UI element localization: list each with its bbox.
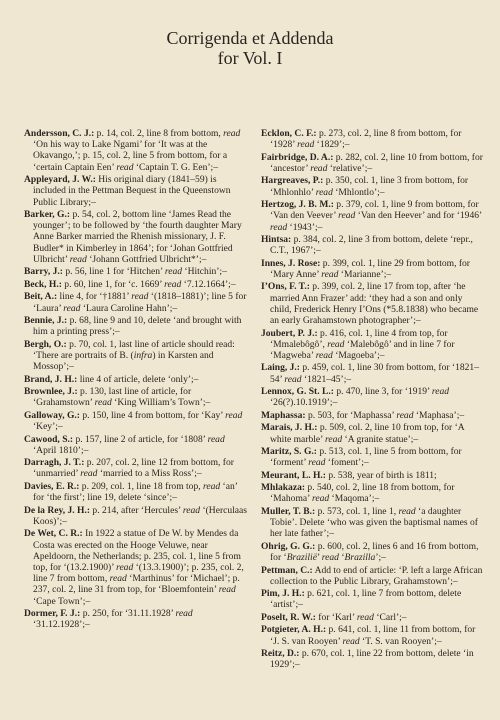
entry-text: In 1922 a statue of De W. by Mendes da Costa was erected on the Hooge Veluwe, near Apeldoorn, the Netherlands; p. 235, col. 1, line 5 from top, for ‘(13.2.1900)’ [33, 528, 241, 573]
entry [261, 152, 486, 174]
entry-italic: read [109, 573, 127, 585]
entry-heading: Maphassa: [261, 409, 306, 421]
entry-heading: Beck, H.: [24, 278, 62, 290]
entry-heading: Potgieter, A. H.: [261, 624, 327, 636]
entry-text: ‘Cape Town’;– [33, 595, 91, 607]
entry-heading: Marais, J. H.: [261, 422, 318, 434]
entry [261, 328, 486, 362]
entry-heading: Andersson, C. J.: [24, 128, 95, 139]
entry-text: Add to end of article: ‘P. left a large African collection to the Public Library, Grahamstown’;– [270, 564, 483, 587]
entry-text: p. 621, col. 1, line 7 from bottom, delete ‘artist’;– [270, 588, 462, 611]
entry-italic: read [315, 186, 333, 198]
entry-text: ‘26(?).10.1919’;– [270, 397, 338, 409]
entry-text: p. 538, year of birth is 1811; [325, 469, 437, 481]
entry-text: p. 60, line 1, for ‘c. 1669’ [61, 278, 165, 290]
entry-heading: Mhlakaza: [261, 482, 306, 494]
entry-heading: Laing, J.: [261, 362, 300, 374]
entry-italic: read [69, 253, 87, 265]
entry [261, 199, 486, 233]
entry-text: p. 503, for ‘Maphassa’ [305, 409, 397, 421]
entry-text: ‘7.12.1664’;– [181, 278, 236, 290]
entry-italic: read [396, 409, 414, 421]
entry-heading: Ohrig, G. G.: [261, 540, 316, 552]
entry-text: p. 540, col. 2, line 18 from bottom, for ‘Mahoma’ [270, 482, 455, 505]
entry-text: ‘1821–45’;– [301, 373, 352, 385]
entry [261, 506, 486, 540]
entry-text: ‘On his way to Lake Ngami’ for ‘It was at the Okavango,’; p. 15, col. 2, line 5 from bottom, for a ‘certain Captain Een’ [33, 139, 228, 173]
entry-text: ’;– [375, 552, 386, 564]
entry-italic: read [164, 278, 182, 290]
entry-text: p. 573, col. 1, line 1, [315, 505, 399, 517]
entry-heading: Fairbridge, D. A.: [261, 151, 334, 163]
entry [24, 174, 249, 208]
entry [24, 374, 249, 385]
entry-heading: Barker, G.: [24, 209, 71, 221]
entry-text: ‘T. S. van Rooyen’;– [359, 635, 442, 647]
entry [24, 279, 249, 290]
entry-heading: Reitz, D.: [261, 648, 300, 660]
entry-heading: De Wet, C. R.: [24, 528, 83, 540]
entry [261, 565, 486, 587]
entry-text: ‘(Herculaas Koos)’;– [33, 504, 247, 527]
entry [261, 482, 486, 504]
entry-italic: read [327, 338, 345, 350]
entry-text: ‘1829’;– [314, 139, 350, 151]
entry-text: ‘Mhlontlo’;– [332, 186, 385, 198]
entry-text: p. 459, col. 1, line 30 from bottom, for ‘1821–54’ [270, 362, 479, 385]
entry-text: p. 399, col. 1, line 29 from bottom, for ‘Mary Anne’ [270, 257, 470, 280]
entry-text: p. 470, line 3, for ‘1919’ [333, 386, 432, 398]
entry-italic: read [321, 552, 339, 564]
entry-italic: Brazilië [286, 552, 317, 564]
entry-text: ‘(13.3.1900)’; p. 235, col. 2, line 7 from bottom, [33, 561, 244, 585]
entry-italic: read [80, 468, 98, 480]
entry-italic: read [63, 302, 81, 314]
entry-text: p. 384, col. 2, line 3 from bottom, delete ‘repr., C.T., 1967’;– [270, 234, 473, 257]
entry-heading: Brand, J. H.: [24, 373, 78, 385]
entry-heading: Barry, J.: [24, 266, 63, 278]
entry-text: p. 513, col. 1, line 5 from bottom, for ‘forment’ [270, 446, 462, 469]
entry-text: ‘Maqoma’;– [329, 493, 380, 505]
entry [24, 434, 249, 456]
entry-italic: read [315, 349, 333, 361]
entry-italic: read [431, 386, 450, 398]
entry-italic: read [223, 128, 241, 139]
entry-heading: Poselt, R. W.: [261, 611, 316, 623]
entry-text: ‘Hitchin’;– [182, 266, 227, 278]
entry-text: ‘31.12.1928’;– [33, 619, 90, 631]
entry [261, 281, 486, 326]
entry-text: line 4 of article, delete ‘only’;– [77, 373, 199, 385]
entry-text: ‘Carl’;– [373, 611, 407, 623]
right-column [261, 128, 486, 720]
entry-heading: Pettman, C.: [261, 564, 313, 576]
entry-text: p. 130, last line of article, for ‘Grahamstown’ [33, 386, 192, 409]
entry [261, 446, 486, 468]
entry-heading: Bergh, O.: [24, 338, 67, 350]
entry-text: ‘a daughter Tobie’. Delete ‘who was given the baptismal names of her late father’;– [270, 505, 478, 540]
entry-text: p. 150, line 4 from bottom, for ‘Kay’ [79, 409, 226, 421]
entry-text: ‘1943’;– [287, 221, 323, 233]
entry-text: ‘Marianne’;– [338, 268, 392, 280]
entry [24, 291, 249, 313]
entry [261, 624, 486, 646]
entry-text: ‘A granite statue’;– [342, 433, 419, 445]
entry [24, 315, 249, 337]
entry-text: p. 350, col. 1, line 3 from bottom, for ‘Mhlonhlo’ [270, 175, 469, 198]
entry-heading: Davies, E. R.: [24, 480, 80, 492]
entry-heading: Hargreaves, P.: [261, 175, 324, 187]
entry [261, 175, 486, 197]
entry-heading: Lennox, G. St. L.: [261, 386, 334, 398]
entry-italic: read [164, 266, 183, 278]
left-column [24, 128, 249, 720]
entry-text: p. 68, line 9 and 10, delete ‘and brought with him a printing press’;– [33, 315, 242, 338]
entry-text: p. 209, col. 1, line 18 from top, [79, 480, 203, 492]
entry-heading: Bennie, J.: [24, 315, 68, 327]
entry-text: p. 509, col. 2, line 10 from top, for ‘A white marble’ [270, 422, 465, 445]
entry [24, 209, 249, 265]
entry-italic: read [297, 139, 315, 151]
entry-text: His original diary (1841–59) is included in the Pettman Bequest in the Queenstown Public Library;– [33, 174, 231, 208]
entries-columns [24, 128, 486, 720]
entry-text: p. 207, col. 2, line 12 from bottom, for ‘unmarried’ [33, 457, 234, 480]
entry-text: ‘Laura Caroline Hahn’;– [80, 302, 178, 314]
entry [261, 470, 486, 481]
entry-text: ‘Maphasa’;– [413, 409, 465, 421]
entry [261, 612, 486, 623]
entry [261, 541, 486, 563]
entry-italic: read [398, 505, 416, 517]
entry-text: ‘Johann Gottfried Ulbricht*’;– [86, 253, 207, 265]
entry-text: ‘Marthinus’ for ‘Michael’; p. 237, col. 2, line 31 from top, for ‘Bloemfontein’ [33, 573, 240, 596]
entry-text: ‘King William’s Town’;– [111, 397, 211, 409]
entry-text: p. 416, col. 1, line 4 from top, for ‘Mmalebôgô’, [270, 327, 448, 350]
entry [24, 386, 249, 408]
entry-italic: read [342, 635, 360, 647]
entry-heading: Meurant, L. H.: [261, 469, 326, 481]
entry [24, 505, 249, 527]
entry [261, 588, 486, 610]
entry-text: ‘ [338, 552, 345, 564]
entry-text: ’ [316, 552, 322, 564]
entry-text: ‘Magoeba’;– [332, 349, 385, 361]
entry-text: p. 379, col. 1, line 9 from bottom, for ‘Van den Veever’ [270, 199, 479, 222]
entry-heading: Muller, T. B.: [261, 505, 316, 517]
entry [261, 410, 486, 421]
entry-italic: read [308, 457, 326, 469]
entry-text: ) in Karsten and Mossop’;– [33, 349, 214, 373]
entry [261, 648, 486, 670]
entry [261, 362, 486, 384]
page-title: Corrigenda et Addenda [166, 28, 334, 48]
entry-italic: read [284, 373, 302, 385]
entry [261, 258, 486, 280]
entry-italic: read [218, 584, 236, 596]
entry [24, 481, 249, 503]
entry-heading: Innes, J. Rose: [261, 257, 321, 269]
entry-italic: read [311, 493, 330, 505]
entry-text: p. 157, line 2 of article, for ‘1808’ [73, 433, 208, 445]
entry-text: p. 14, col. 2, line 8 from bottom, [94, 128, 224, 139]
entry-heading: Maritz, S. G.: [261, 446, 317, 458]
entry-text: p. 670, col. 1, line 22 from bottom, delete ‘in 1929’;– [270, 648, 474, 671]
entry-heading: Darragh, J. T.: [24, 457, 85, 469]
entry-italic: read [207, 433, 225, 445]
entry-italic: Brazilla [344, 552, 376, 564]
entry-text: p. 273, col. 2, line 8 from bottom, for ‘1928’ [270, 128, 462, 151]
entry-text: for ‘Karl’ [315, 611, 357, 623]
entry-heading: De la Rey, J. H.: [24, 504, 91, 516]
entry-text: ‘Captain T. G. Een’;– [133, 161, 218, 173]
entry-italic: read [116, 161, 134, 173]
entry-heading: Appleyard, J. W.: [24, 174, 96, 186]
entry-heading: Galloway, G.: [24, 409, 80, 421]
entry-heading: Brownlee, J.: [24, 386, 78, 398]
entry-italic: read [310, 162, 328, 174]
entry-heading: Ecklon, C. F.: [261, 128, 317, 139]
entry-text: p. 282, col. 2, line 10 from bottom, for ‘ancestor’ [270, 151, 483, 174]
entry [261, 234, 486, 256]
entry-italic: read [175, 608, 193, 620]
entry-italic: read [94, 397, 112, 409]
entry-italic: read [321, 268, 339, 280]
entry [24, 266, 249, 277]
entry-italic: infra [133, 349, 153, 361]
entry-text: ‘foment’;– [325, 457, 369, 469]
entry-italic: read [225, 409, 243, 421]
entry-text: p. 70, col. 1, last line of article should read: ‘There are portraits of B. ( [33, 338, 235, 361]
entry-italic: read [270, 221, 288, 233]
entry-italic: read [131, 291, 149, 303]
entry-text: ‘an’ for ‘the first’; line 19, delete ‘since’;– [33, 480, 238, 504]
entry-text: ‘April 1810’;– [33, 444, 89, 456]
entry-heading: Cawood, S.: [24, 433, 74, 445]
entry-italic: read [116, 561, 134, 573]
entry-text: p. 399, col. 2, line 17 from top, after ‘he married Ann Frazer’ add: ‘they had a son and only child, Frederick Henry I’Ons (*5.8.1838) who became an early Grahamstown photographer’;– [270, 281, 479, 327]
entry [24, 410, 249, 432]
entry [261, 386, 486, 408]
entry-text: ‘Van den Heever’ and for ‘1946’ [355, 210, 482, 222]
entry-heading: Joubert, P. J.: [261, 327, 318, 339]
entry [261, 128, 486, 150]
entry-text: p. 641, col. 1, line 11 from bottom, for ‘J. S. van Rooyen’ [270, 624, 476, 647]
entry-heading: Beit, A.: [24, 291, 58, 303]
entry-italic: read [324, 433, 343, 445]
entry-text: p. 54, col. 2, bottom line ‘James Read the younger’; to be followed by ‘the fourth daughter Mary Anne Barker married the Rhenish missionary, J. F. Budler* in Kimberley in 1864’; for ‘Johan Gottfried Ulbricht’ [33, 209, 242, 265]
entry-text: ‘Malebôgô’ and in line 7 for ‘Magweba’ [270, 338, 455, 361]
entry-text: ‘relative’;– [327, 162, 373, 174]
entry-text: ‘Key’;– [33, 421, 63, 433]
entry-heading: Pim, J. H.: [261, 588, 305, 600]
entry-text: p. 214, after ‘Hercules’ [90, 504, 183, 516]
entry-text: p. 600, col. 2, lines 6 and 16 from bottom, for ‘ [270, 540, 479, 564]
entry [24, 608, 249, 630]
entry-heading: Hertzog, J. B. M.: [261, 199, 334, 211]
entry-heading: I’Ons, F. T.: [261, 281, 310, 293]
page-header [18, 0, 482, 68]
entry-italic: read [203, 480, 221, 492]
entry [24, 339, 249, 373]
entry-text: p. 56, line 1 for ‘Hitchen’ [62, 266, 165, 278]
entry-italic: read [182, 504, 201, 516]
entry [24, 457, 249, 479]
entry-text: ‘married to a Miss Ross’;– [97, 468, 202, 480]
entry [261, 422, 486, 444]
entry-italic: read [356, 611, 374, 623]
entry-italic: read [338, 210, 356, 222]
entry-heading: Hintsa: [261, 234, 292, 246]
entry [24, 528, 249, 606]
entry [24, 128, 249, 173]
entry-heading: Dormer, F. J.: [24, 608, 81, 620]
entry-text: line 4, for ‘†1881’ [57, 291, 132, 303]
page-subtitle: for Vol. I [217, 48, 283, 68]
entry-text: ‘(1818–1881)’; line 5 for ‘Laura’ [33, 291, 247, 314]
entry-text: p. 250, for ‘31.11.1928’ [80, 608, 176, 620]
